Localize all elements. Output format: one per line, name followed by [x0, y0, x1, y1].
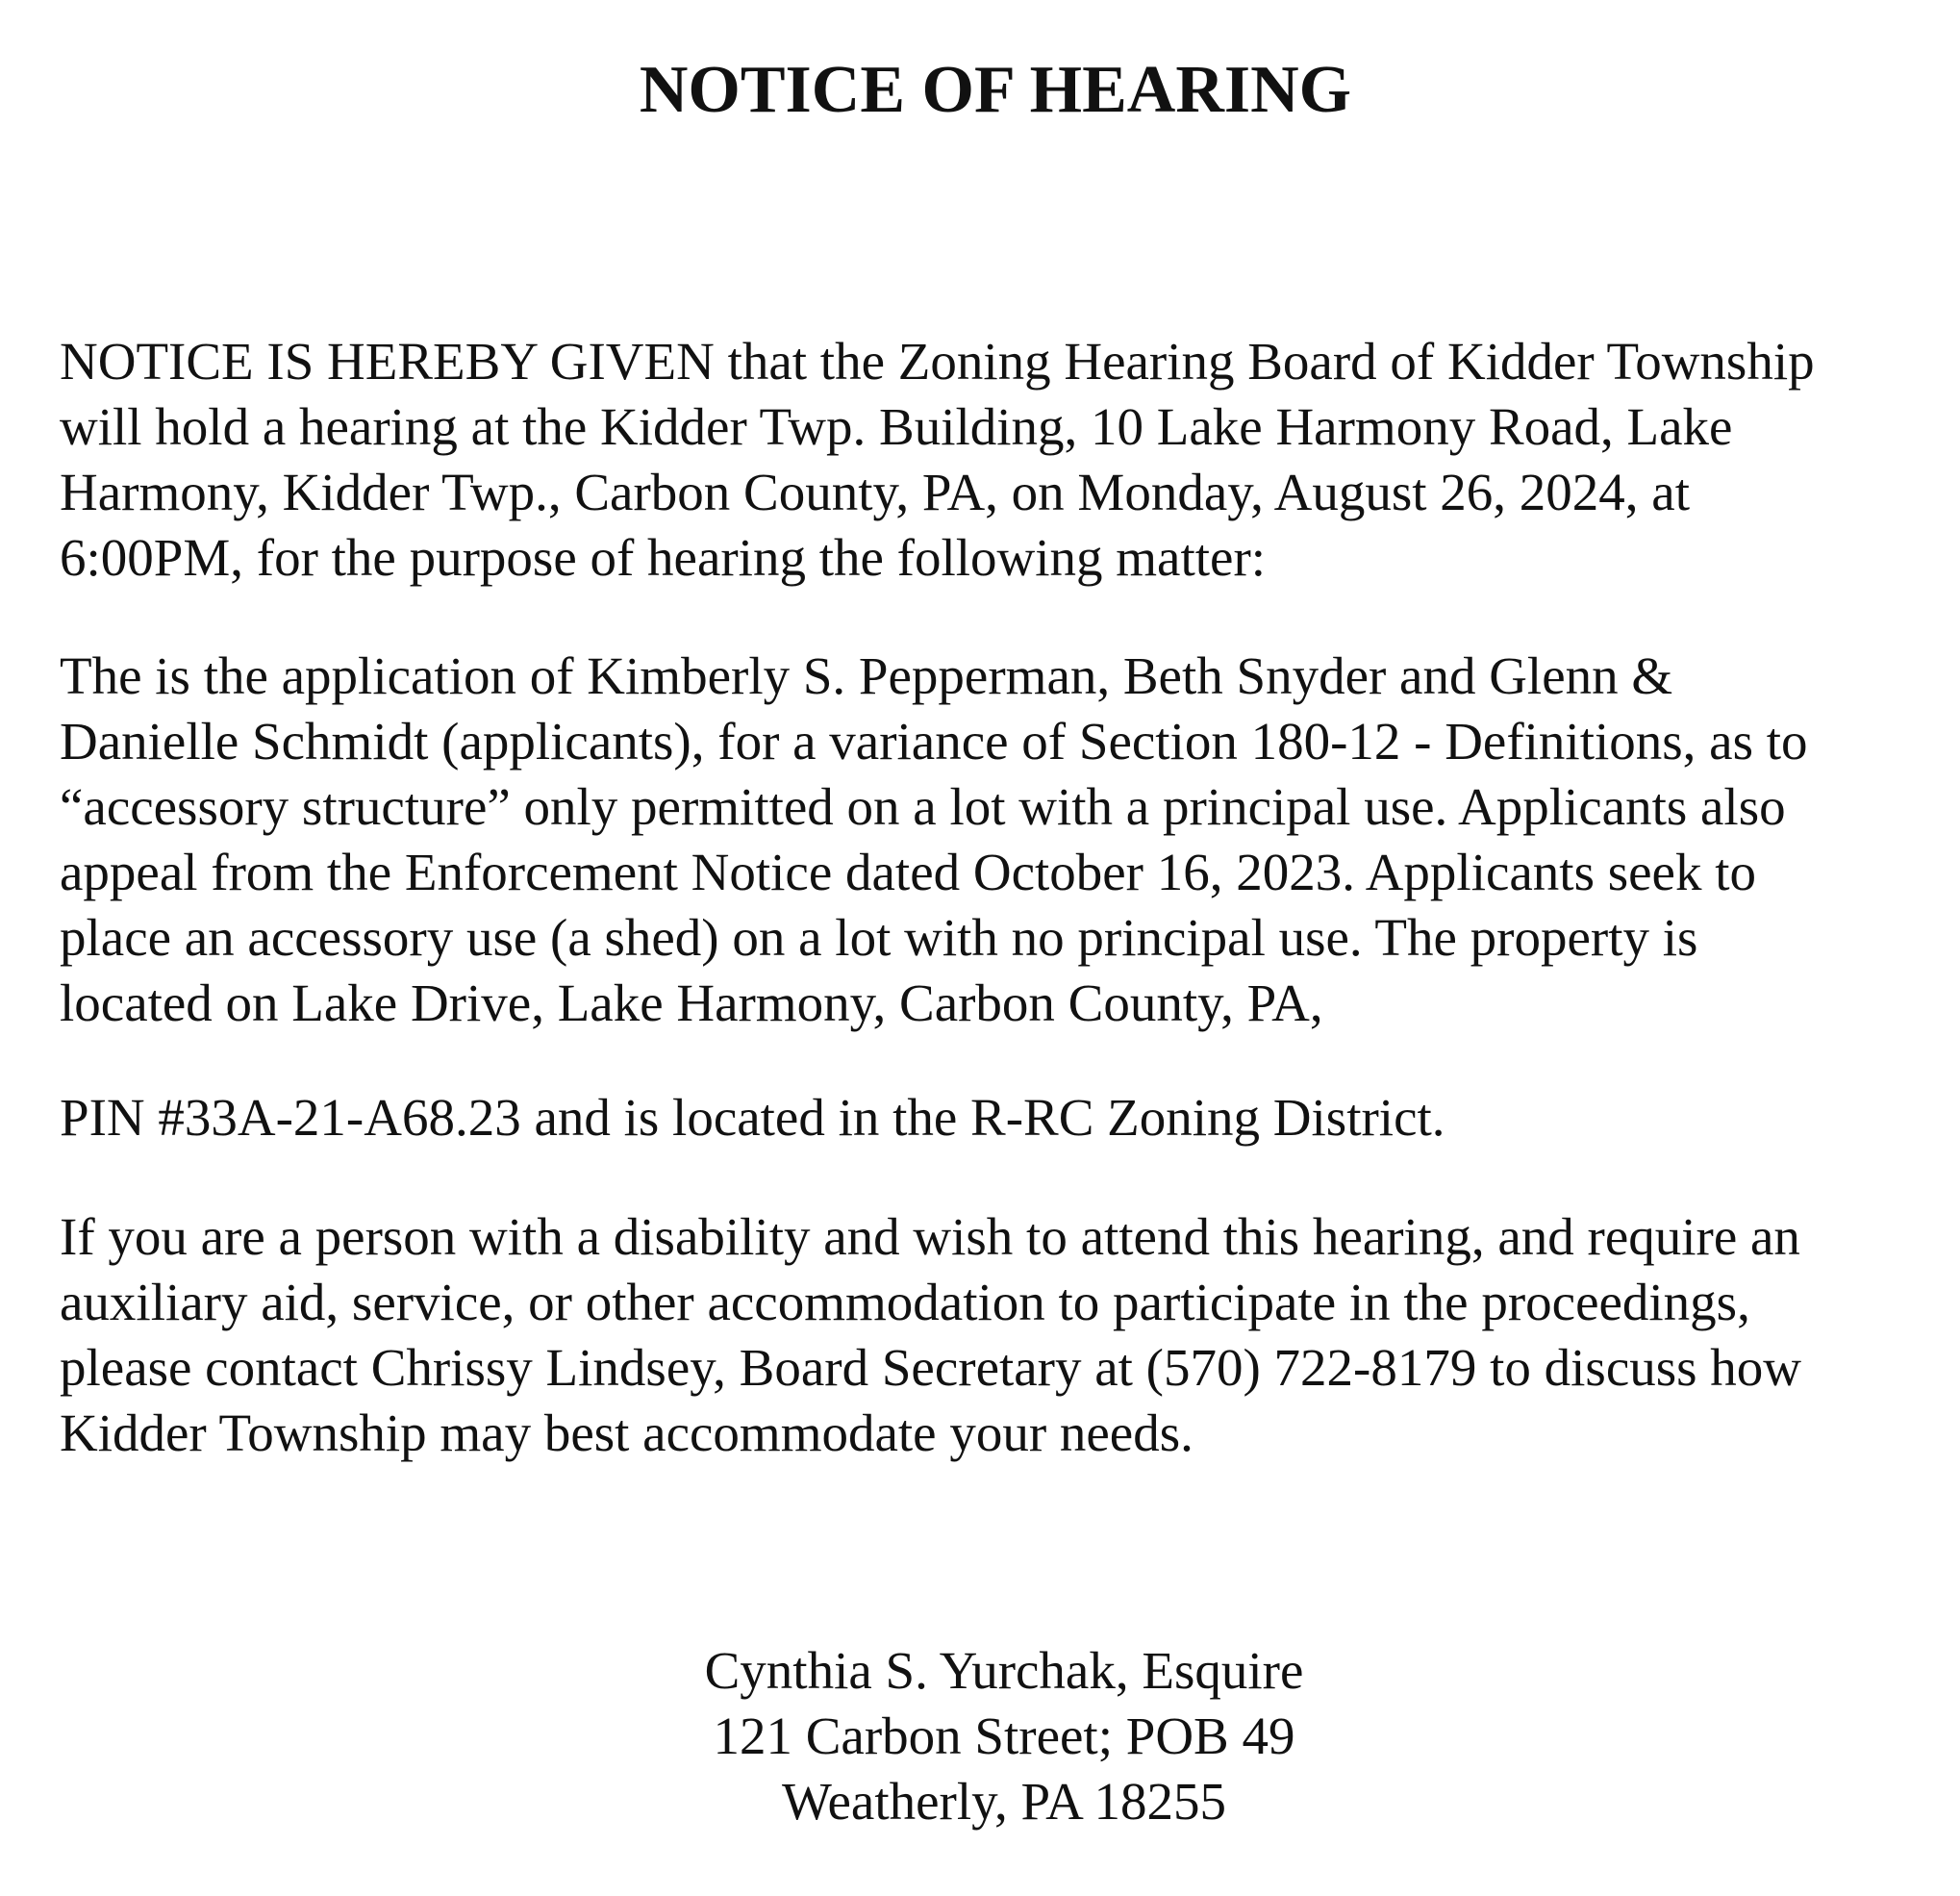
signer-name: Cynthia S. Yurchak, Esquire	[704, 1641, 1304, 1700]
text-line: 6:00PM, for the purpose of hearing the following matter:	[60, 528, 1267, 587]
document-title: NOTICE OF HEARING	[639, 53, 1352, 127]
text-line: please contact Chrissy Lindsey, Board Secretary at (570) 722-8179 to discuss how	[60, 1338, 1802, 1397]
signature-block	[0, 1638, 1960, 1834]
text-line: If you are a person with a disability and wish to attend this hearing, and require an	[60, 1207, 1800, 1266]
text-line: PIN #33A-21-A68.23 and is located in the R-RC Zoning District.	[60, 1088, 1445, 1147]
accessibility-paragraph	[60, 1204, 1801, 1466]
text-line: NOTICE IS HEREBY GIVEN that the Zoning Hearing Board of Kidder Township	[60, 332, 1815, 391]
text-line: place an accessory use (a shed) on a lot with no principal use. The property is	[60, 908, 1698, 967]
text-line: The is the application of Kimberly S. Pepperman, Beth Snyder and Glenn &	[60, 646, 1673, 705]
signer-street: 121 Carbon Street; POB 49	[713, 1706, 1295, 1765]
text-line: appeal from the Enforcement Notice dated October 16, 2023. Applicants seek to	[60, 843, 1757, 901]
pin-paragraph	[60, 1085, 1445, 1150]
text-line: “accessory structure” only permitted on a lot with a principal use. Applicants also	[60, 777, 1786, 836]
text-line: will hold a hearing at the Kidder Twp. Building, 10 Lake Harmony Road, Lake	[60, 397, 1733, 456]
text-line: Harmony, Kidder Twp., Carbon County, PA, on Monday, August 26, 2024, at	[60, 463, 1690, 521]
text-line: Kidder Township may best accommodate your needs.	[60, 1403, 1194, 1462]
text-line: auxiliary aid, service, or other accommodation to participate in the proceedings,	[60, 1273, 1750, 1331]
application-paragraph	[60, 644, 1808, 1036]
text-line: Danielle Schmidt (applicants), for a variance of Section 180-12 - Definitions, as to	[60, 712, 1808, 771]
text-line: located on Lake Drive, Lake Harmony, Carbon County, PA,	[60, 973, 1323, 1032]
signer-city: Weatherly, PA 18255	[781, 1772, 1227, 1831]
hearing-notice-paragraph	[60, 329, 1815, 591]
